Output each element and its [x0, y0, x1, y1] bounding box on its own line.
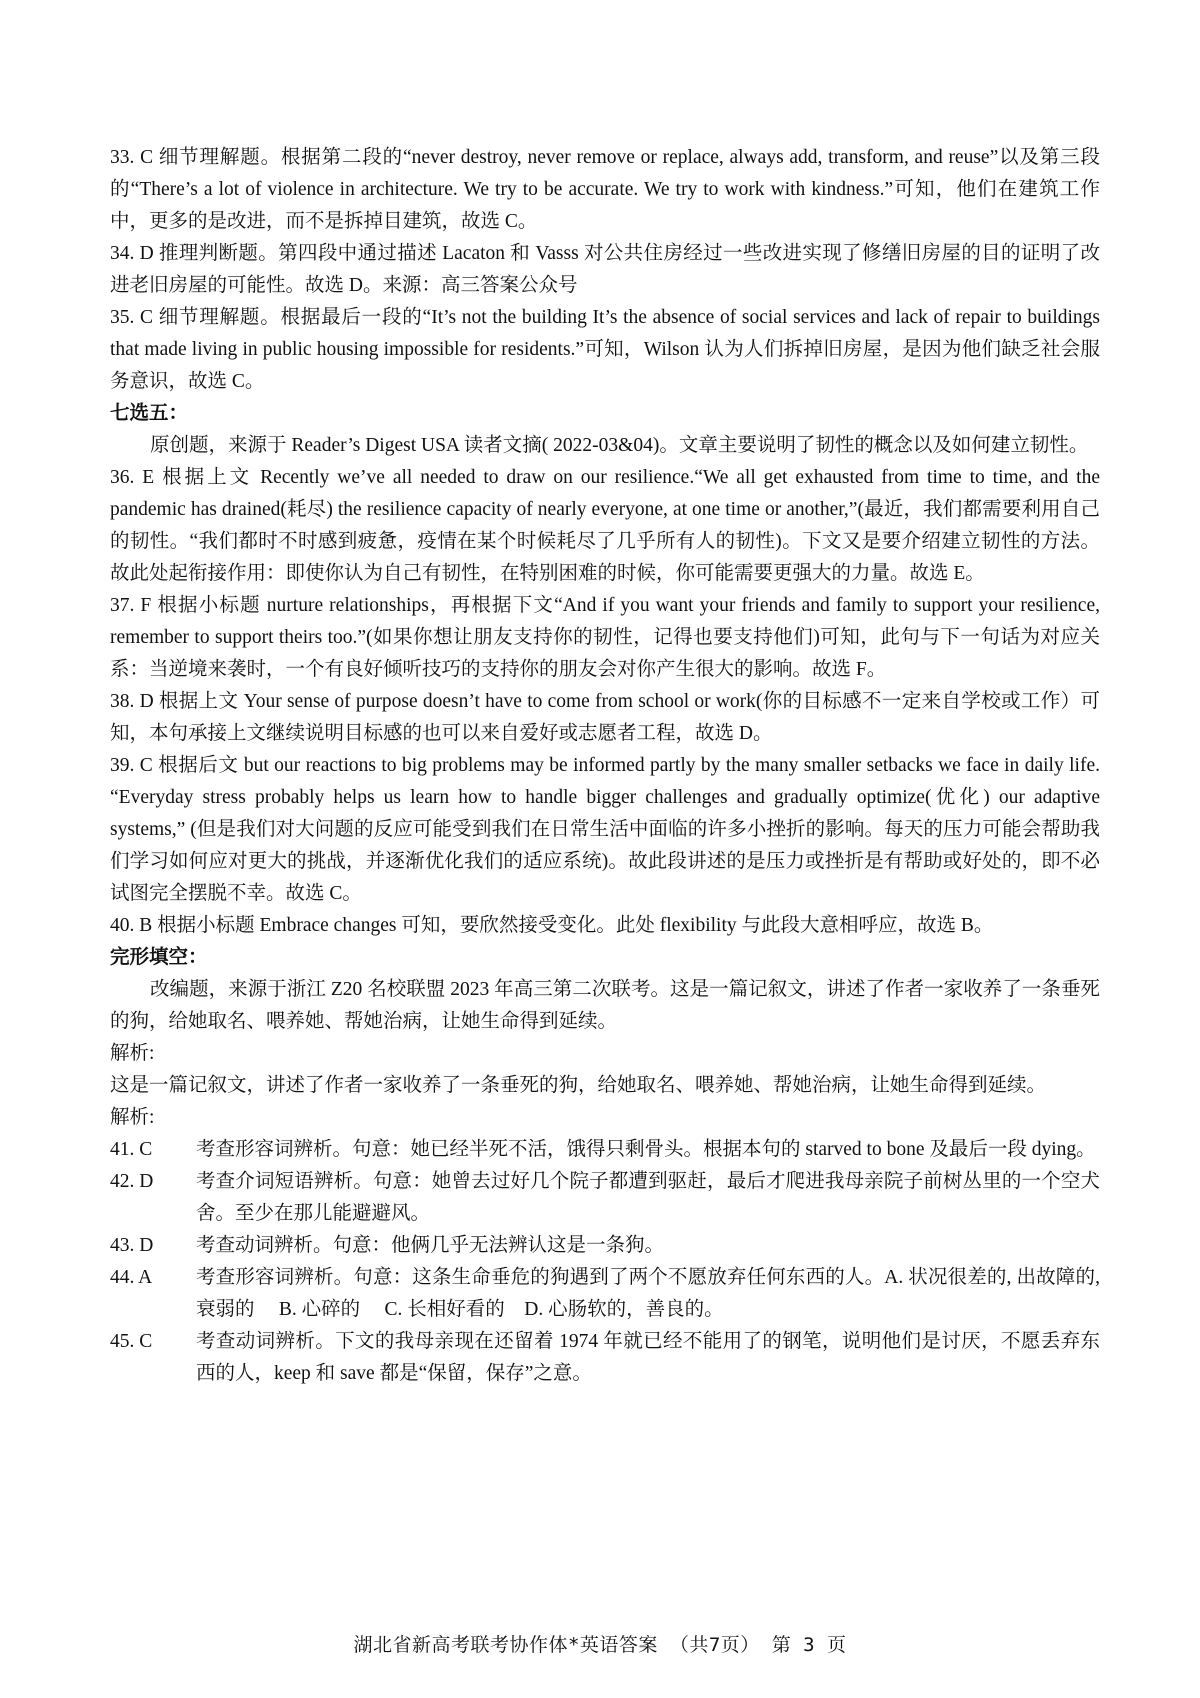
cloze-answer-number: 44. A [110, 1267, 153, 1288]
cloze-answer-item [110, 1134, 1100, 1166]
section-heading-cloze: 完形填空： [110, 947, 208, 968]
answer-q39: 39. C 根据后文 but our reactions to big problems may be informed partly by the many smaller setbacks we face in daily life. “Everyday stress probably helps us learn how to handle bigger challenges and gradually optimize(优化) our adaptive systems,” (但是我们对大问题的反应可能受到我们在日常生活中面临的许多小挫折的影响。每天的压力可能会帮助我们学习如何应对更大的挑战，并逐渐优化我们的适应系统)。故此段讲述的是压力或挫折是有帮助或好处的，即不必试图完全摆脱不幸。故选 C。 [110, 755, 1100, 904]
cloze-answer-item [110, 1166, 1100, 1230]
answer-q38: 38. D 根据上文 Your sense of purpose doesn’t have to come from school or work(你的目标感不一定来自学校或工作）可知，本句承接上文继续说明目标感的也可以来自爱好或志愿者工程，故选 D。 [110, 691, 1100, 744]
cloze-answer-number: 45. C [110, 1331, 153, 1352]
cloze-answer-number: 42. D [110, 1171, 154, 1192]
cloze-answer-explanation: 考查动词辨析。下文的我母亲现在还留着 1974 年就已经不能用了的钢笔，说明他们是讨厌，不愿丢弃东西的人，keep 和 save 都是“保留，保存”之意。 [196, 1331, 1100, 1384]
analysis-label: 解析: [110, 1043, 155, 1064]
page-footer: 湖北省新高考联考协作体*英语答案 （共7页） 第 3 页 [353, 1634, 847, 1656]
cloze-answer-item [110, 1262, 1100, 1326]
section-intro-seven-choose-five: 原创题，来源于 Reader’s Digest USA 读者文摘( 2022-03&04)。文章主要说明了韧性的概念以及如何建立韧性。 [150, 435, 1089, 456]
answer-q33: 33. C 细节理解题。根据第二段的“never destroy, never remove or replace, always add, transform, and reuse”以及第三段的“There’s a lot of violence in architecture. We try to be accurate. We try to work with kindness.”可知，他们在建筑工作中，更多的是改进，而不是拆掉目建筑，故选 C。 [110, 147, 1100, 232]
cloze-answer-number: 41. C [110, 1139, 153, 1160]
cloze-answer-explanation: 考查形容词辨析。句意：这条生命垂危的狗遇到了两个不愿放弃任何东西的人。A. 状况很差的, 出故障的,衰弱的 B. 心碎的 C. 长相好看的 D. 心肠软的，善良的。 [196, 1267, 1100, 1320]
cloze-answer-number: 43. D [110, 1235, 154, 1256]
cloze-answer-explanation: 考查介词短语辨析。句意：她曾去过好几个院子都遭到驱赶，最后才爬进我母亲院子前树丛里的一个空犬舍。至少在那儿能避避风。 [196, 1171, 1100, 1224]
cloze-summary: 这是一篇记叙文，讲述了作者一家收养了一条垂死的狗，给她取名、喂养她、帮她治病，让她生命得到延续。 [110, 1075, 1047, 1096]
section-intro-cloze: 改编题，来源于浙江 Z20 名校联盟 2023 年高三第二次联考。这是一篇记叙文，讲述了作者一家收养了一条垂死的狗，给她取名、喂养她、帮她治病，让她生命得到延续。 [110, 979, 1100, 1032]
cloze-answer-explanation: 考查形容词辨析。句意：她已经半死不活，饿得只剩骨头。根据本句的 starved to bone 及最后一段 dying。 [196, 1139, 1096, 1160]
analysis-label: 解析: [110, 1107, 155, 1128]
answer-q36: 36. E 根据上文 Recently we’ve all needed to draw on our resilience.“We all get exhausted from time to time, and the pandemic has drained(耗尽) the resilience capacity of nearly everyone, at one time or another,”(最近，我们都需要利用自己的韧性。“我们都时不时感到疲惫，疫情在某个时候耗尽了几乎所有人的韧性)。下文又是要介绍建立韧性的方法。故此处起衔接作用：即使你认为自己有韧性，在特别困难的时候，你可能需要更强大的力量。故选 E。 [110, 467, 1100, 584]
cloze-answer-item [110, 1230, 1100, 1262]
cloze-answer-item [110, 1326, 1100, 1390]
answer-q40: 40. B 根据小标题 Embrace changes 可知，要欣然接受变化。此处 flexibility 与此段大意相呼应，故选 B。 [110, 915, 994, 936]
section-heading-seven-choose-five: 七选五： [110, 403, 189, 424]
answer-q34: 34. D 推理判断题。第四段中通过描述 Lacaton 和 Vasss 对公共住房经过一些改进实现了修缮旧房屋的目的证明了改进老旧房屋的可能性。故选 D。来源：高三答案公众号 [110, 243, 1100, 296]
answer-page-body [110, 142, 1100, 1390]
answer-q35: 35. C 细节理解题。根据最后一段的“It’s not the building It’s the absence of social services and lack of repair to buildings that made living in public housing impossible for residents.”可知，Wilson 认为人们拆掉旧房屋，是因为他们缺乏社会服务意识，故选 C。 [110, 307, 1100, 392]
answer-q37: 37. F 根据小标题 nurture relationships，再根据下文“And if you want your friends and family to support your resilience, remember to support theirs too.”(如果你想让朋友支持你的韧性，记得也要支持他们)可知，此句与下一句话为对应关系：当逆境来袭时，一个有良好倾听技巧的支持你的朋友会对你产生很大的影响。故选 F。 [110, 595, 1100, 680]
cloze-answer-explanation: 考查动词辨析。句意：他俩几乎无法辨认这是一条狗。 [196, 1235, 665, 1256]
